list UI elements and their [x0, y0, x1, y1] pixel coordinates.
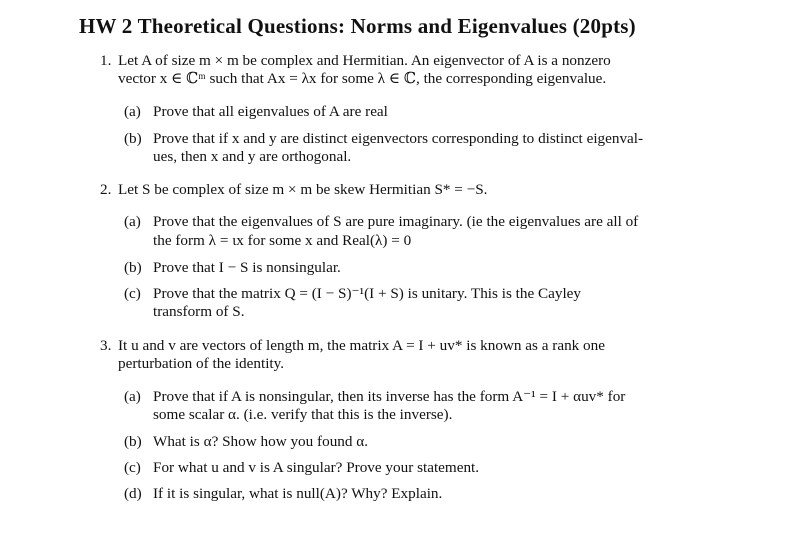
part-text-line: What is α? Show how you found α.	[153, 433, 369, 450]
question-text-line: vector x ∈ ℂᵐ such that Ax = λx for some λ ∈ ℂ, the corresponding eigenvalue.	[118, 70, 607, 87]
part-label: (c)	[124, 459, 141, 476]
part-label: (a)	[124, 213, 141, 230]
part-text-line: Prove that if A is nonsingular, then its inverse has the form A⁻¹ = I + αuv* for	[153, 388, 626, 405]
part-text-line: Prove that if x and y are distinct eigenvectors corresponding to distinct eigenval-	[153, 130, 644, 147]
question-number: 2.	[100, 181, 112, 198]
part-label: (d)	[124, 485, 142, 502]
part-label: (a)	[124, 103, 141, 120]
part-label: (a)	[124, 388, 141, 405]
question-text-line: Let A of size m × m be complex and Hermitian. An eigenvector of A is a nonzero	[118, 52, 611, 69]
part-text-line: Prove that all eigenvalues of A are real	[153, 103, 388, 120]
part-text-line: ues, then x and y are orthogonal.	[153, 148, 352, 165]
part-label: (b)	[124, 259, 142, 276]
question-number: 1.	[100, 52, 112, 69]
part-text-line: For what u and v is A singular? Prove your statement.	[153, 459, 480, 476]
part-text-line: the form λ = ιx for some x and Real(λ) = 0	[153, 232, 412, 249]
question-number: 3.	[100, 337, 112, 354]
part-text-line: Prove that the matrix Q = (I − S)⁻¹(I + S) is unitary. This is the Cayley	[153, 285, 582, 302]
part-text-line: Prove that I − S is nonsingular.	[153, 259, 341, 276]
part-text-line: transform of S.	[153, 303, 245, 320]
part-text-line: some scalar α. (i.e. verify that this is the inverse).	[153, 406, 453, 423]
question-text-line: Let S be complex of size m × m be skew Hermitian S* = −S.	[118, 181, 488, 198]
part-label: (b)	[124, 130, 142, 147]
part-text-line: Prove that the eigenvalues of S are pure imaginary. (ie the eigenvalues are all of	[153, 213, 639, 230]
question-text-line: It u and v are vectors of length m, the matrix A = I + uv* is known as a rank one	[118, 337, 605, 354]
page-title: HW 2 Theoretical Questions: Norms and Eigenvalues (20pts)	[79, 14, 636, 38]
part-label: (c)	[124, 285, 141, 302]
part-text-line: If it is singular, what is null(A)? Why? Explain.	[153, 485, 443, 502]
question-text-line: perturbation of the identity.	[118, 355, 285, 372]
part-label: (b)	[124, 433, 142, 450]
